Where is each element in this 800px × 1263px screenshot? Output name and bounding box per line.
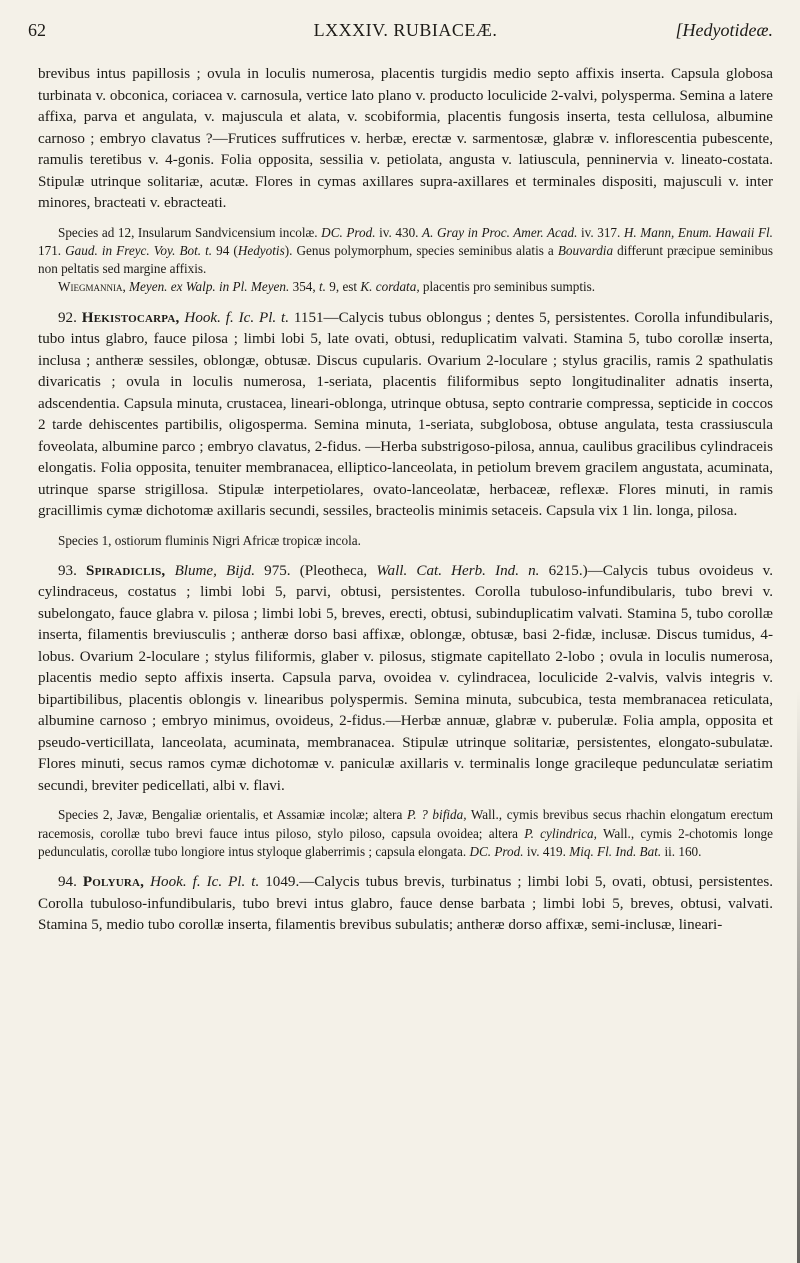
genus-93-spiradiclis: 93. Spiradiclis, Blume, Bijd. 975. (Pleotheca, Wall. Cat. Herb. Ind. n. 6215.)—Calycis tubus ovoideus v. cylindraceus, costatus ; limbi lobi 5, parvi, obtusi, persistentes. Corolla tubuloso-infundibularis, tubo brevi v. subelongato, fauce glabra v. pilosa ; limbi lobi 5, breves, erecti, obtusi, subinduplicatim valvati. Stamina 5, tubo corollæ inserta, filamentis breviusculis ; antheræ dorso basi affixæ, oblongæ, obtusæ, basi 2-fidæ, inclusæ. Discus tumidus, 4-lobus. Ovarium 2-loculare ; stylus filiformis, glaber v. pilosus, stigmate capitellato 2-lobo ; ovula in loculis numerosa, placentis medio septo affixis inserta. Capsula parva, ovoidea v. cylindracea, loculicide 2-valvis, valvis integris v. bipartibilibus, placentis oblongis v. linearibus polyspermis. Semina minuta, subcubica, testa membranacea reticulata, albumine carnoso ; embryo minimus, ovoideus, 2-fidus.—Herbæ annuæ, glabræ v. puberulæ. Folia ampla, opposita et pseudo-verticillata, lanceolata, acuminata, membranacea. Stipulæ utrinque solitariæ, persistentes, elongato-subulatæ. Flores minuti, secus ramos cymæ dichotomæ v. paniculæ axillaris v. terminalis longe gracileque pedunculatæ seriatim secundi, breviter pedicellati, albi v. flavi. xyxy=(38,562,774,794)
wiegmannia-note: Wiegmannia, Meyen. ex Walp. in Pl. Meyen. 354, t. 9, est K. cordata, placentis pro seminibus sumptis. xyxy=(58,279,596,295)
genus-91-species-note: Species ad 12, Insularum Sandvicensium incolæ. DC. Prod. iv. 430. A. Gray in Proc. Amer. Acad. iv. 317. H. Mann, Enum. Hawaii Fl. 171. Gaud. in Freyc. Voy. Bot. t. 94 (Hedyotis). Genus polymorphum, species seminibus alatis a Bouvardia differunt præcipue seminibus non peltatis sed margine affixis. xyxy=(38,224,773,277)
genus-93-species-note: Species 2, Javæ, Bengaliæ orientalis, et Assamiæ incolæ; altera P. ? bifida, Wall., cymis brevibus secus rhachin elongatum erectum racemosis, corollæ tubo brevi fauce intus piloso, stylo piloso, capsula ovoidea; altera P. cylindrica, Wall., cymis 2-chotomis longe pedunculatis, corollæ tubo longiore intus styloque glaberrimis ; capsula elongata. DC. Prod. iv. 419. Miq. Fl. Ind. Bat. ii. 160. xyxy=(38,807,773,860)
genus-92-hekistocarpa: 92. Hekistocarpa, Hook. f. Ic. Pl. t. 1151—Calycis tubus oblongus ; dentes 5, persistentes. Corolla infundibularis, tubo intus glabro, fauce pilosa ; limbi lobi 5, late ovati, obtusi, reduplicatim valvati. Stamina 5, tubo corollæ inserta, inclusa ; antheræ sessiles, oblongæ, obtusæ. Discus cupularis. Ovarium 2-loculare ; stylus gracilis, ramis 2 spathulatis divaricatis ; ovula in loculis numerosa, 1-seriata, placentis filiformibus septo longitudinaliter adnatis inserta, adscendentia. Capsula minuta, crustacea, lineari-oblonga, utrinque obtusa, septo contrarie compressa, septicide in coccos 2 tarde dehiscentes partibilis, oligosperma. Semina minuta, 1-seriata, subglobosa, obtuse angulata, testa crassiuscula foveolata, albumine parco ; embryo clavatus, 2-fidus. —Herba substrigoso-pilosa, annua, caulibus gracilibus cylindraceis elongatis. Folia opposita, tenuiter membranacea, elliptico-lanceolata, in petiolum brevem gracilem angustata, acuminata, utrinque sparse strigillosa. Stipulæ interpetiolares, ovato-lanceolatæ, herbaceæ, reflexæ. Flores minuti, in ramis gracillimis cymæ dichotomæ axillaris secundi, sessiles, bracteolis minimis setaceis. Capsula vix 1 lin. longa, pilosa. xyxy=(38,309,773,520)
genus-91-continued: brevibus intus papillosis ; ovula in loculis numerosa, placentis turgidis medio septo affixis inserta. Capsula globosa turbinata v. obconica, coriacea v. carnosula, vertice lato plano v. producto loculicide 2-valvi, polysperma. Semina a latere affixa, parva et angulata, v. majuscula et alata, v. scobiformia, placentis fungosis inserta, testa cellulosa, albumine carnoso ; embryo clavatus ?—Frutices suffrutices v. herbæ, erectæ v. sarmentosæ, glabræ v. inflorescentia pubescente, ramulis teretibus v. 4-gonis. Folia opposita, sessilia v. petiolata, angusta v. latiuscula, penninervia v. lineato-costata. Stipulæ utrinque solitariæ, acutæ. Flores in cymas axillares supra-axillares et terminales dispositi, majusculi v. inter minores, bracteati v. ebracteati. xyxy=(38,66,773,211)
running-title: LXXXIV. RUBIACEÆ. xyxy=(313,20,498,40)
text-body xyxy=(38,64,773,937)
running-header xyxy=(28,20,773,46)
running-section: [Hedyotideæ. xyxy=(675,20,773,40)
genus-94-polyura: 94. Polyura, Hook. f. Ic. Pl. t. 1049.—Calycis tubus brevis, turbinatus ; limbi lobi 5, ovati, obtusi, persistentes. Corolla tubuloso-infundibularis, tubo brevi intus glabro, fauce dense barbata ; limbi lobi 5, breves, obtusi, valvati. Stamina 5, medio tubo corollæ inserta, filamentis brevibus subulatis; antheræ dorso affixæ, semi-inclusæ, lineari- xyxy=(38,874,774,934)
page-number: 62 xyxy=(28,20,46,40)
genus-92-species-note: Species 1, ostiorum fluminis Nigri Africæ tropicæ incola. xyxy=(58,532,361,548)
